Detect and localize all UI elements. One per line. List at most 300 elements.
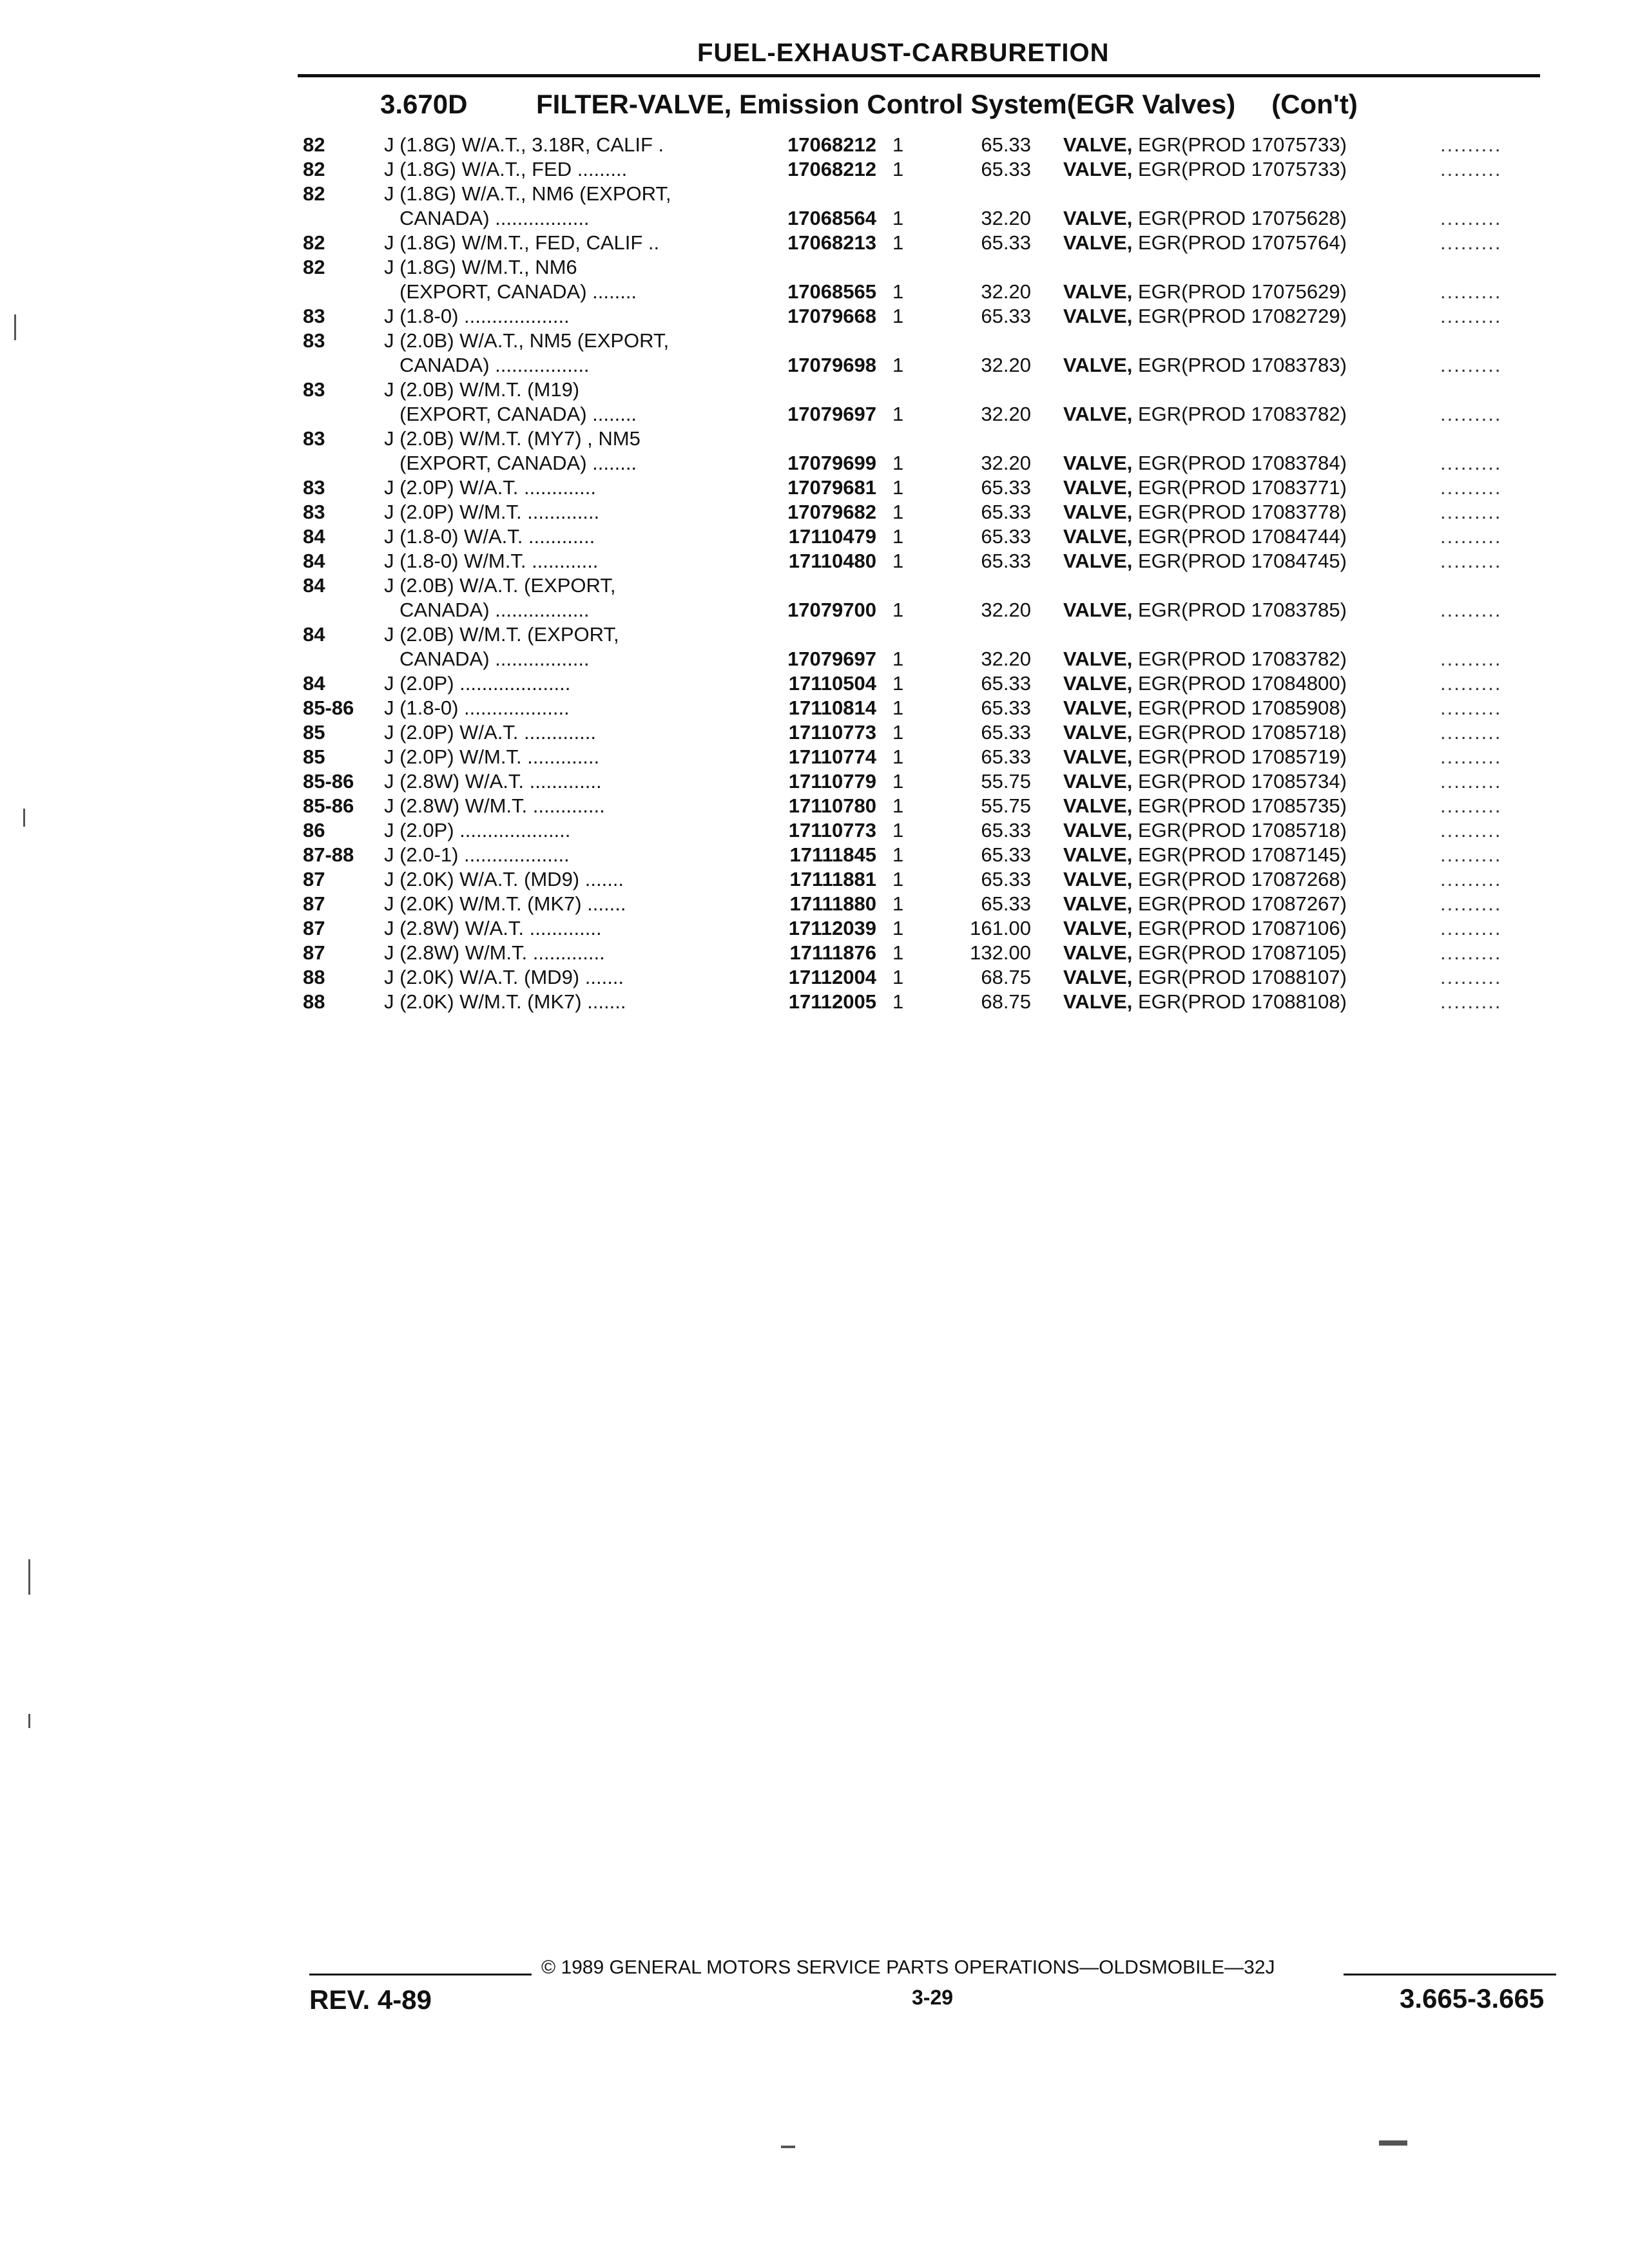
part-name-bold: VALVE, — [1063, 599, 1133, 621]
description-continuation-cell: (EXPORT, CANADA) ........ — [400, 452, 637, 474]
quantity-cell: 1 — [892, 280, 904, 303]
parts-table — [303, 133, 1547, 1015]
part-name-detail: EGR(PROD 17085734) — [1132, 770, 1347, 793]
part-name-cell — [1063, 648, 1347, 671]
part-number-cell: 17111876 — [789, 941, 876, 964]
table-row — [303, 868, 1547, 892]
quantity-cell: 1 — [892, 917, 904, 939]
part-name-bold: VALVE, — [1063, 133, 1133, 156]
price-cell: 65.33 — [981, 843, 1031, 866]
part-name-cell — [1063, 354, 1347, 377]
leader-dots: ......... — [1440, 941, 1502, 964]
leader-dots: ......... — [1440, 403, 1502, 425]
leader-dots: ......... — [1440, 843, 1502, 866]
year-cell: 83 — [303, 378, 325, 401]
part-name-bold: VALVE, — [1063, 941, 1133, 964]
quantity-cell: 1 — [892, 794, 904, 817]
description-cell: J (2.0K) W/M.T. (MK7) ....... — [384, 990, 626, 1013]
leader-dots: ......... — [1440, 207, 1502, 229]
year-cell: 87 — [303, 941, 325, 964]
year-cell: 85-86 — [303, 770, 354, 793]
part-name-detail: EGR(PROD 17087145) — [1132, 843, 1347, 866]
description-cell: J (2.0B) W/A.T. (EXPORT, — [384, 574, 616, 597]
part-name-detail: EGR(PROD 17087105) — [1132, 941, 1347, 964]
year-cell: 83 — [303, 305, 325, 327]
quantity-cell: 1 — [892, 452, 904, 474]
quantity-cell: 1 — [892, 648, 904, 670]
part-number-cell: 17079681 — [787, 476, 876, 499]
part-number-cell: 17068213 — [787, 231, 876, 254]
year-cell: 82 — [303, 133, 325, 156]
part-name-cell — [1063, 403, 1347, 426]
leader-dots: ......... — [1440, 819, 1502, 841]
description-cell: J (2.0P) W/M.T. ............. — [384, 501, 600, 523]
year-cell: 84 — [303, 550, 325, 572]
price-cell: 32.20 — [981, 207, 1031, 229]
quantity-cell: 1 — [892, 672, 904, 695]
part-name-bold: VALVE, — [1063, 550, 1133, 572]
table-row — [303, 158, 1547, 182]
leader-dots: ......... — [1440, 599, 1502, 621]
leader-dots: ......... — [1440, 966, 1502, 988]
part-name-cell — [1063, 770, 1347, 793]
part-name-detail: EGR(PROD 17083784) — [1132, 452, 1347, 474]
quantity-cell: 1 — [892, 770, 904, 793]
part-name-cell — [1063, 207, 1347, 230]
leader-dots: ......... — [1440, 648, 1502, 670]
part-name-detail: EGR(PROD 17083782) — [1132, 648, 1347, 670]
part-name-bold: VALVE, — [1063, 672, 1133, 695]
part-name-detail: EGR(PROD 17087267) — [1132, 892, 1347, 915]
part-name-cell — [1063, 133, 1347, 157]
price-cell: 32.20 — [981, 354, 1031, 376]
price-cell: 65.33 — [981, 133, 1031, 156]
price-cell: 65.33 — [981, 745, 1031, 768]
part-name-cell — [1063, 231, 1347, 255]
quantity-cell: 1 — [892, 476, 904, 499]
part-name-bold: VALVE, — [1063, 476, 1133, 499]
quantity-cell: 1 — [892, 599, 904, 621]
part-name-bold: VALVE, — [1063, 697, 1133, 719]
leader-dots: ......... — [1440, 745, 1502, 768]
table-row — [303, 697, 1547, 721]
part-number-cell: 17068564 — [787, 207, 876, 229]
price-cell: 68.75 — [981, 966, 1031, 988]
scan-mark — [28, 1714, 30, 1728]
part-name-detail: EGR(PROD 17083778) — [1132, 501, 1347, 523]
year-cell: 87 — [303, 892, 325, 915]
group-number: 3.670D — [380, 89, 468, 119]
description-cell: J (1.8-0) W/A.T. ............ — [384, 525, 595, 548]
leader-dots: ......... — [1440, 990, 1502, 1013]
part-number-cell: 17111880 — [789, 892, 876, 915]
description-cell: J (2.0K) W/M.T. (MK7) ....... — [384, 892, 626, 915]
part-number-cell: 17110504 — [788, 672, 876, 695]
year-cell: 82 — [303, 158, 325, 180]
part-name-bold: VALVE, — [1063, 721, 1133, 744]
year-cell: 85 — [303, 721, 325, 744]
page-number: 3-29 — [912, 1986, 954, 2009]
part-name-detail: EGR(PROD 17083783) — [1132, 354, 1347, 376]
section-range: 3.665-3.665 — [1400, 1983, 1545, 2013]
part-number-cell: 17110480 — [788, 550, 876, 572]
year-cell: 88 — [303, 990, 325, 1013]
table-row — [303, 427, 1547, 476]
year-cell: 82 — [303, 256, 325, 278]
part-name-bold: VALVE, — [1063, 648, 1133, 670]
part-name-bold: VALVE, — [1063, 843, 1133, 866]
part-name-cell — [1063, 721, 1347, 744]
year-cell: 82 — [303, 231, 325, 254]
description-cell: J (2.0K) W/A.T. (MD9) ....... — [384, 868, 624, 890]
part-name-detail: EGR(PROD 17087268) — [1132, 868, 1347, 890]
price-cell: 55.75 — [981, 770, 1031, 793]
part-number-cell: 17079697 — [787, 648, 876, 670]
year-cell: 84 — [303, 525, 325, 548]
quantity-cell: 1 — [892, 305, 904, 327]
price-cell: 32.20 — [981, 599, 1031, 621]
table-row — [303, 525, 1547, 550]
part-name-detail: EGR(PROD 17084800) — [1132, 672, 1347, 695]
year-cell: 82 — [303, 182, 325, 205]
part-number-cell: 17068212 — [787, 158, 876, 180]
leader-dots: ......... — [1440, 550, 1502, 572]
table-row — [303, 941, 1547, 966]
scan-mark — [23, 809, 25, 827]
part-number-cell: 17112004 — [788, 966, 876, 988]
part-name-cell — [1063, 819, 1347, 842]
part-name-detail: EGR(PROD 17084745) — [1132, 550, 1347, 572]
scan-mark — [1379, 2140, 1407, 2146]
price-cell: 161.00 — [970, 917, 1031, 939]
description-cell: J (2.0B) W/M.T. (EXPORT, — [384, 623, 619, 646]
table-row — [303, 819, 1547, 843]
quantity-cell: 1 — [892, 207, 904, 229]
part-name-bold: VALVE, — [1063, 770, 1133, 793]
description-cell: J (2.0P) .................... — [384, 672, 571, 695]
part-name-cell — [1063, 990, 1347, 1014]
part-number-cell: 17079682 — [787, 501, 876, 523]
section-title: FUEL-EXHAUST-CARBURETION — [697, 39, 1110, 67]
leader-dots: ......... — [1440, 231, 1502, 254]
part-name-bold: VALVE, — [1063, 525, 1133, 548]
leader-dots: ......... — [1440, 354, 1502, 376]
group-title: FILTER-VALVE, Emission Control System(EGR Valves) — [536, 89, 1236, 119]
table-row — [303, 231, 1547, 256]
year-cell: 84 — [303, 672, 325, 695]
description-continuation-cell: CANADA) ................. — [400, 207, 590, 229]
quantity-cell: 1 — [892, 990, 904, 1013]
year-cell: 85-86 — [303, 697, 354, 719]
table-row — [303, 770, 1547, 794]
scan-mark — [28, 1559, 30, 1595]
table-row — [303, 550, 1547, 574]
description-cell: J (2.8W) W/A.T. ............. — [384, 917, 602, 939]
price-cell: 65.33 — [981, 476, 1031, 499]
quantity-cell: 1 — [892, 501, 904, 523]
price-cell: 65.33 — [981, 892, 1031, 915]
table-row — [303, 378, 1547, 427]
quantity-cell: 1 — [892, 966, 904, 988]
quantity-cell: 1 — [892, 550, 904, 572]
table-row — [303, 966, 1547, 990]
leader-dots: ......... — [1440, 501, 1502, 523]
year-cell: 87 — [303, 917, 325, 939]
quantity-cell: 1 — [892, 158, 904, 180]
description-cell: J (2.8W) W/A.T. ............. — [384, 770, 602, 793]
description-cell: J (1.8G) W/M.T., FED, CALIF .. — [384, 231, 660, 254]
part-number-cell: 17110814 — [788, 697, 876, 719]
part-name-bold: VALVE, — [1063, 501, 1133, 523]
quantity-cell: 1 — [892, 697, 904, 719]
quantity-cell: 1 — [892, 868, 904, 890]
year-cell: 83 — [303, 501, 325, 523]
description-cell: J (2.0B) W/M.T. (M19) — [384, 378, 580, 401]
price-cell: 32.20 — [981, 403, 1031, 425]
part-name-cell — [1063, 794, 1347, 818]
part-name-bold: VALVE, — [1063, 745, 1133, 768]
leader-dots: ......... — [1440, 158, 1502, 180]
table-row — [303, 182, 1547, 231]
price-cell: 65.33 — [981, 525, 1031, 548]
part-number-cell: 17111881 — [789, 868, 876, 890]
part-name-bold: VALVE, — [1063, 892, 1133, 915]
part-name-bold: VALVE, — [1063, 403, 1133, 425]
part-name-cell — [1063, 892, 1347, 916]
price-cell: 65.33 — [981, 158, 1031, 180]
part-number-cell: 17111845 — [789, 843, 876, 866]
part-name-cell — [1063, 525, 1347, 548]
footer-rule-left — [309, 1974, 532, 1975]
price-cell: 55.75 — [981, 794, 1031, 817]
quantity-cell: 1 — [892, 745, 904, 768]
quantity-cell: 1 — [892, 525, 904, 548]
price-cell: 32.20 — [981, 280, 1031, 303]
group-continued: (Con't) — [1271, 89, 1358, 119]
price-cell: 65.33 — [981, 868, 1031, 890]
price-cell: 65.33 — [981, 721, 1031, 744]
part-number-cell: 17079697 — [787, 403, 876, 425]
leader-dots: ......... — [1440, 452, 1502, 474]
year-cell: 88 — [303, 966, 325, 988]
part-name-detail: EGR(PROD 17087106) — [1132, 917, 1347, 939]
table-row — [303, 745, 1547, 770]
year-cell: 84 — [303, 623, 325, 646]
quantity-cell: 1 — [892, 843, 904, 866]
part-name-cell — [1063, 501, 1347, 524]
part-name-detail: EGR(PROD 17075764) — [1132, 231, 1347, 254]
quantity-cell: 1 — [892, 354, 904, 376]
part-name-bold: VALVE, — [1063, 917, 1133, 939]
leader-dots: ......... — [1440, 476, 1502, 499]
description-continuation-cell: CANADA) ................. — [400, 599, 590, 621]
description-cell: J (2.0P) W/M.T. ............. — [384, 745, 600, 768]
part-number-cell: 17110774 — [788, 745, 876, 768]
description-cell: J (2.0P) .................... — [384, 819, 571, 841]
part-name-cell — [1063, 745, 1347, 769]
description-cell: J (1.8-0) ................... — [384, 697, 570, 719]
leader-dots: ......... — [1440, 794, 1502, 817]
quantity-cell: 1 — [892, 941, 904, 964]
part-name-cell — [1063, 697, 1347, 720]
part-name-bold: VALVE, — [1063, 868, 1133, 890]
part-name-cell — [1063, 452, 1347, 475]
price-cell: 32.20 — [981, 452, 1031, 474]
price-cell: 32.20 — [981, 648, 1031, 670]
part-number-cell: 17079698 — [787, 354, 876, 376]
part-name-bold: VALVE, — [1063, 158, 1133, 180]
part-name-detail: EGR(PROD 17084744) — [1132, 525, 1347, 548]
description-cell: J (2.0P) W/A.T. ............. — [384, 721, 596, 744]
part-name-bold: VALVE, — [1063, 231, 1133, 254]
year-cell: 87 — [303, 868, 325, 890]
price-cell: 65.33 — [981, 819, 1031, 841]
part-name-detail: EGR(PROD 17075733) — [1132, 158, 1347, 180]
copyright-notice: © 1989 GENERAL MOTORS SERVICE PARTS OPERATIONS—OLDSMOBILE—32J — [541, 1957, 1275, 1978]
quantity-cell: 1 — [892, 403, 904, 425]
group-heading — [380, 89, 1358, 120]
year-cell: 85 — [303, 745, 325, 768]
scan-mark — [14, 314, 16, 340]
part-number-cell: 17068212 — [787, 133, 876, 156]
part-name-detail: EGR(PROD 17085735) — [1132, 794, 1347, 817]
part-name-cell — [1063, 305, 1347, 328]
part-number-cell: 17110479 — [788, 525, 876, 548]
part-number-cell: 17079700 — [787, 599, 876, 621]
part-name-bold: VALVE, — [1063, 305, 1133, 327]
leader-dots: ......... — [1440, 280, 1502, 303]
part-name-detail: EGR(PROD 17085908) — [1132, 697, 1347, 719]
year-cell: 84 — [303, 574, 325, 597]
part-name-detail: EGR(PROD 17075628) — [1132, 207, 1347, 229]
description-cell: J (1.8-0) ................... — [384, 305, 570, 327]
part-name-cell — [1063, 672, 1347, 695]
description-continuation-cell: CANADA) ................. — [400, 354, 590, 376]
part-name-cell — [1063, 966, 1347, 989]
table-row — [303, 990, 1547, 1015]
part-name-detail: EGR(PROD 17085718) — [1132, 721, 1347, 744]
part-number-cell: 17110780 — [788, 794, 876, 817]
part-name-detail: EGR(PROD 17088107) — [1132, 966, 1347, 988]
price-cell: 65.33 — [981, 305, 1031, 327]
description-continuation-cell: (EXPORT, CANADA) ........ — [400, 403, 637, 425]
quantity-cell: 1 — [892, 892, 904, 915]
year-cell: 83 — [303, 427, 325, 450]
description-cell: J (1.8G) W/A.T., FED ......... — [384, 158, 628, 180]
year-cell: 86 — [303, 819, 325, 841]
price-cell: 68.75 — [981, 990, 1031, 1013]
description-continuation-cell: (EXPORT, CANADA) ........ — [400, 280, 637, 303]
part-number-cell: 17112039 — [788, 917, 876, 939]
description-cell: J (1.8G) W/A.T., NM6 (EXPORT, — [384, 182, 671, 205]
table-row — [303, 672, 1547, 697]
quantity-cell: 1 — [892, 819, 904, 841]
part-name-detail: EGR(PROD 17083785) — [1132, 599, 1347, 621]
table-row — [303, 501, 1547, 525]
part-name-bold: VALVE, — [1063, 819, 1133, 841]
leader-dots: ......... — [1440, 697, 1502, 719]
quantity-cell: 1 — [892, 721, 904, 744]
table-row — [303, 892, 1547, 917]
year-cell: 83 — [303, 476, 325, 499]
part-number-cell: 17110779 — [788, 770, 876, 793]
part-name-cell — [1063, 550, 1347, 573]
part-number-cell: 17110773 — [788, 819, 876, 841]
quantity-cell: 1 — [892, 133, 904, 156]
year-cell: 85-86 — [303, 794, 354, 817]
leader-dots: ......... — [1440, 525, 1502, 548]
part-name-cell — [1063, 868, 1347, 891]
part-name-detail: EGR(PROD 17082729) — [1132, 305, 1347, 327]
table-row — [303, 256, 1547, 305]
part-name-detail: EGR(PROD 17083782) — [1132, 403, 1347, 425]
part-name-bold: VALVE, — [1063, 207, 1133, 229]
table-row — [303, 623, 1547, 672]
price-cell: 65.33 — [981, 697, 1031, 719]
description-cell: J (2.8W) W/M.T. ............. — [384, 941, 605, 964]
price-cell: 65.33 — [981, 231, 1031, 254]
part-name-cell — [1063, 599, 1347, 622]
part-name-cell — [1063, 158, 1347, 181]
description-cell: J (2.0B) W/M.T. (MY7) , NM5 — [384, 427, 641, 450]
part-name-bold: VALVE, — [1063, 354, 1133, 376]
leader-dots: ......... — [1440, 770, 1502, 793]
price-cell: 65.33 — [981, 672, 1031, 695]
table-row — [303, 574, 1547, 623]
description-cell: J (2.0K) W/A.T. (MD9) ....... — [384, 966, 624, 988]
price-cell: 65.33 — [981, 550, 1031, 572]
part-name-bold: VALVE, — [1063, 966, 1133, 988]
table-row — [303, 476, 1547, 501]
table-row — [303, 917, 1547, 941]
quantity-cell: 1 — [892, 231, 904, 254]
description-cell: J (1.8G) W/M.T., NM6 — [384, 256, 577, 278]
part-name-bold: VALVE, — [1063, 280, 1133, 303]
table-row — [303, 329, 1547, 378]
table-row — [303, 721, 1547, 745]
part-number-cell: 17079668 — [787, 305, 876, 327]
description-cell: J (2.0P) W/A.T. ............. — [384, 476, 596, 499]
part-name-bold: VALVE, — [1063, 452, 1133, 474]
description-cell: J (2.8W) W/M.T. ............. — [384, 794, 605, 817]
part-name-bold: VALVE, — [1063, 794, 1133, 817]
part-name-detail: EGR(PROD 17083771) — [1132, 476, 1347, 499]
part-name-cell — [1063, 843, 1347, 867]
part-name-bold: VALVE, — [1063, 990, 1133, 1013]
table-row — [303, 305, 1547, 329]
description-cell: J (1.8G) W/A.T., 3.18R, CALIF . — [384, 133, 664, 156]
part-name-detail: EGR(PROD 17085719) — [1132, 745, 1347, 768]
scan-mark — [781, 2146, 795, 2148]
part-name-cell — [1063, 280, 1347, 303]
part-number-cell: 17068565 — [787, 280, 876, 303]
description-cell: J (2.0-1) ................... — [384, 843, 570, 866]
part-number-cell: 17110773 — [788, 721, 876, 744]
price-cell: 65.33 — [981, 501, 1031, 523]
leader-dots: ......... — [1440, 672, 1502, 695]
part-name-cell — [1063, 941, 1347, 965]
leader-dots: ......... — [1440, 305, 1502, 327]
description-cell: J (2.0B) W/A.T., NM5 (EXPORT, — [384, 329, 670, 352]
footer-rule-right — [1344, 1974, 1556, 1975]
part-name-cell — [1063, 917, 1347, 940]
price-cell: 132.00 — [970, 941, 1031, 964]
section-header — [298, 26, 1540, 77]
part-name-detail: EGR(PROD 17075733) — [1132, 133, 1347, 156]
part-name-cell — [1063, 476, 1347, 499]
part-name-detail: EGR(PROD 17085718) — [1132, 819, 1347, 841]
leader-dots: ......... — [1440, 721, 1502, 744]
